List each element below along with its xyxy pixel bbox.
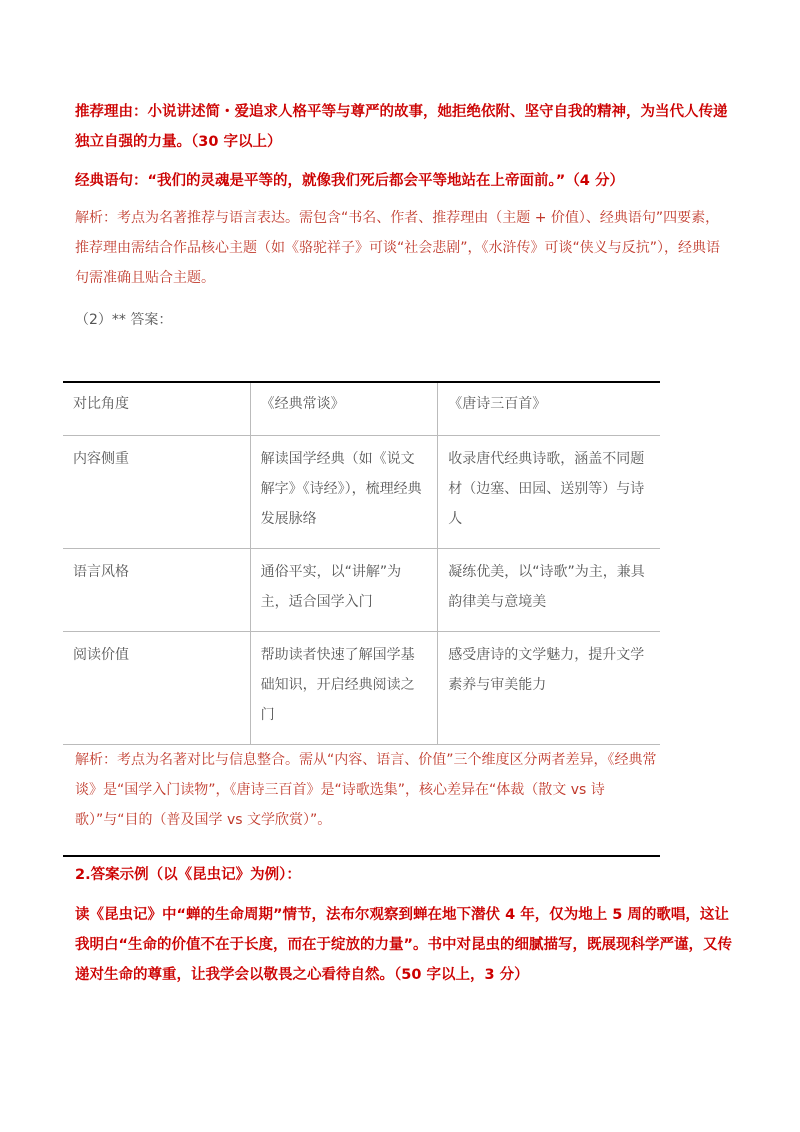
table-cell: 阅读价值 xyxy=(63,632,250,745)
table-header-cell: 对比角度 xyxy=(63,382,250,436)
analysis-recommend: 解析：考点为名著推荐与语言表达。需包含“书名、作者、推荐理由（主题 + 价值）、经典语句”四要素，推荐理由需结合作品核心主题（如《骆驼祥子》可谈“社会悲剧”，《水浒传》可谈“侠义与反抗”），经典语句需准确且贴合主题。 xyxy=(75,210,721,286)
example-body: 读《昆虫记》中“蝉的生命周期”情节，法布尔观察到蝉在地下潜伏 4 年，仅为地上 5 周的歌唱，这让我明白“生命的价值不在于长度，而在于绽放的力量”。书中对昆虫的细腻描写，既展现科学严谨，又传递对生命的尊重，让我学会以敬畏之心看待自然。（50 字以上，3 分） xyxy=(75,907,733,983)
table-cell: 感受唐诗的文学魅力，提升文学素养与审美能力 xyxy=(438,632,660,745)
section-divider xyxy=(63,855,660,857)
table-row xyxy=(63,632,660,745)
table-cell: 帮助读者快速了解国学基础知识，开启经典阅读之门 xyxy=(250,632,438,745)
recommend-reason: 推荐理由：小说讲述简・爱追求人格平等与尊严的故事，她拒绝依附、坚守自我的精神，为当代人传递独立自强的力量。（30 字以上） xyxy=(75,104,728,150)
part2-answer-label: （2）** 答案： xyxy=(75,312,173,328)
table-header-row xyxy=(63,382,660,436)
table-cell: 内容侧重 xyxy=(63,436,250,549)
table-header-cell: 《经典常谈》 xyxy=(250,382,438,436)
table-cell: 收录唐代经典诗歌，涵盖不同题材（边塞、田园、送别等）与诗人 xyxy=(438,436,660,549)
example-title: 2.答案示例（以《昆虫记》为例）： xyxy=(75,867,301,883)
classic-quote: 经典语句：“我们的灵魂是平等的，就像我们死后都会平等地站在上帝面前。”（4 分） xyxy=(75,173,624,189)
comparison-table xyxy=(63,381,660,745)
analysis-comparison: 解析：考点为名著对比与信息整合。需从“内容、语言、价值”三个维度区分两者差异，《经典常谈》是“国学入门读物”，《唐诗三百首》是“诗歌选集”，核心差异在“体裁（散文 vs 诗歌）”与“目的（普及国学 vs 文学欣赏）”。 xyxy=(75,752,657,828)
table-cell: 语言风格 xyxy=(63,549,250,632)
table-cell: 通俗平实，以“讲解”为主，适合国学入门 xyxy=(250,549,438,632)
table-cell: 解读国学经典（如《说文解字》《诗经》），梳理经典发展脉络 xyxy=(250,436,438,549)
table-cell: 凝练优美，以“诗歌”为主，兼具韵律美与意境美 xyxy=(438,549,660,632)
table-row xyxy=(63,549,660,632)
table-header-cell: 《唐诗三百首》 xyxy=(438,382,660,436)
table-row xyxy=(63,436,660,549)
